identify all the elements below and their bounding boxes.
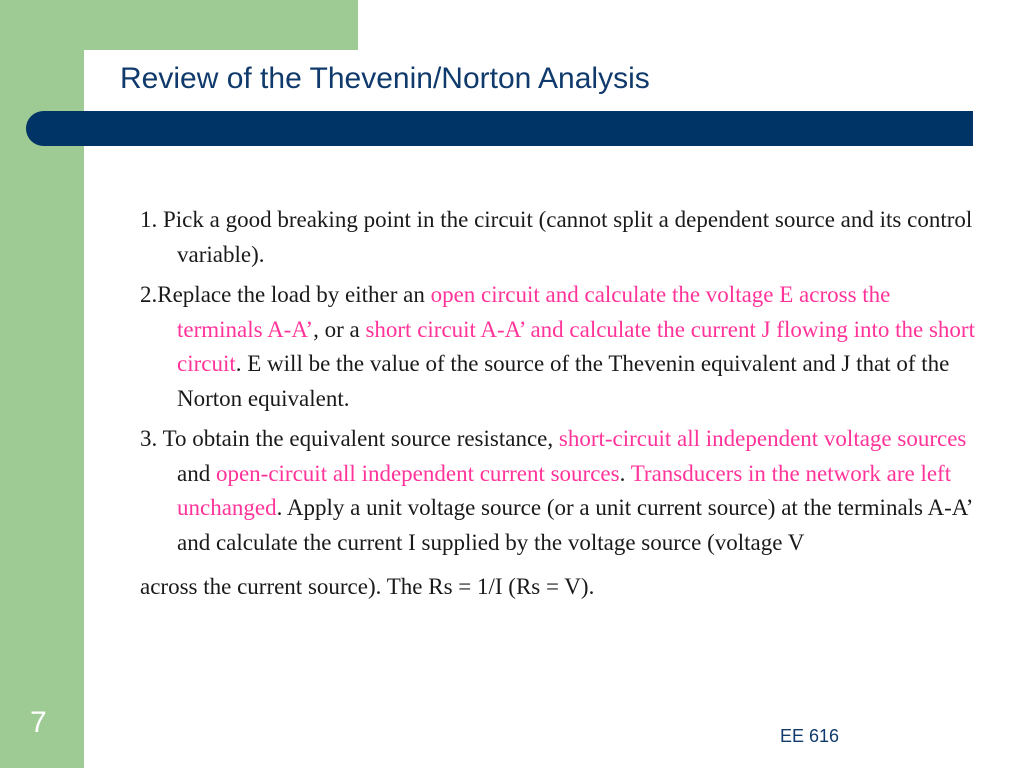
step-3-text-a: 3. To obtain the equivalent source resistance, (140, 426, 559, 451)
step-3-text-e: across the current source). The Rs = 1/I (Rs = V). (140, 574, 595, 599)
step-3-text-b: and (177, 460, 216, 486)
step-3-highlight-open-circuit-sources: open-circuit all independent current sources (215, 460, 620, 486)
step-3 (140, 422, 980, 605)
title-underline-bar (26, 111, 973, 146)
step-1 (140, 203, 980, 272)
step-2 (140, 278, 980, 416)
step-1-text: 1. Pick a good breaking point in the circuit (cannot split a dependent source and its control variable). (140, 207, 973, 267)
step-2-text-b: , or a (313, 316, 366, 342)
slide-title: Review of the Thevenin/Norton Analysis (120, 62, 650, 95)
footer-course-code: EE 616 (780, 726, 840, 746)
slide-body (140, 203, 980, 611)
step-2-highlight-short-circuit: short circuit A-A’ and calculate the current J flowing into the short circuit (177, 316, 975, 376)
step-2-text-a: 2.Replace the load by either an (140, 282, 431, 307)
slide-number: 7 (30, 706, 47, 739)
step-3-highlight-transducers: Transducers in the network are left unchanged (177, 460, 952, 520)
step-2-text-c: . E will be the value of the source of the Thevenin equivalent and J that of the Norton equivalent. (177, 351, 950, 411)
step-2-highlight-open-circuit: open circuit and calculate the voltage E across the terminals A-A’ (177, 282, 891, 342)
step-3-text-d: . Apply a unit voltage source (or a unit current source) at the terminals A-A’ and calculate the current I supplied by the voltage source (voltage V (177, 495, 972, 555)
step-3-highlight-short-circuit-sources: short-circuit all independent voltage sources (558, 426, 967, 451)
step-3-text-c: . (619, 460, 631, 486)
top-accent-band (0, 0, 358, 50)
